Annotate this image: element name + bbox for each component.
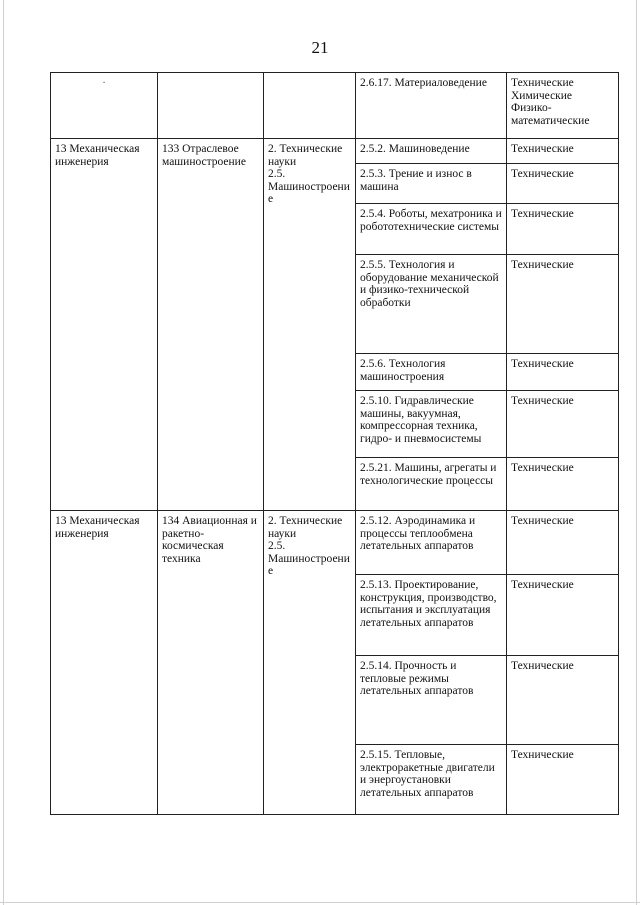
subfield-cell: 134 Авиационная и ракетно-космическая техника (158, 511, 264, 815)
branches-cell (507, 73, 619, 139)
field-cell: 13 Механическая инженерия (51, 139, 158, 511)
specialty-cell: 2.5.12. Аэродинамика и процессы теплообмена летательных аппаратов (356, 511, 507, 575)
branch-cell: Технические (507, 139, 619, 164)
branch-label: Технические (511, 77, 574, 89)
branch-label: Химические (511, 89, 573, 102)
science-group-line: науки (268, 155, 297, 168)
specialty-cell: 2.6.17. Материаловедение (356, 73, 507, 139)
specialty-cell: 2.5.6. Технология машиностроения (356, 354, 507, 391)
page-edge-bottom (0, 902, 640, 903)
science-group-line: 2.5. (268, 168, 286, 180)
science-group-line: науки (268, 527, 297, 540)
science-group-line: Машиностроение (268, 552, 350, 577)
specialty-cell: 2.5.4. Роботы, мехатроника и робототехнические системы (356, 204, 507, 255)
branch-cell: Технические (507, 391, 619, 458)
branch-cell: Технические (507, 575, 619, 656)
empty-field-cell (51, 73, 158, 139)
page-edge-left (3, 0, 4, 905)
specialty-cell: 2.5.14. Прочность и тепловые режимы летательных аппаратов (356, 656, 507, 745)
table-row (51, 511, 619, 575)
table-row (51, 139, 619, 164)
science-group-line: 2.5. (268, 540, 286, 552)
specialty-cell: 2.5.13. Проектирование, конструкция, производство, испытания и эксплуатация летательных аппаратов (356, 575, 507, 656)
page-number: 21 (311, 38, 329, 57)
branch-cell: Технические (507, 204, 619, 255)
specialty-cell: 2.5.21. Машины, агрегаты и технологические процессы (356, 458, 507, 511)
branch-cell: Технические (507, 164, 619, 204)
branch-cell: Технические (507, 656, 619, 745)
branch-label: Физико-математические (511, 102, 590, 127)
specialty-cell: 2.5.5. Технология и оборудование механической и физико-технической обработки (356, 255, 507, 354)
specialty-cell: 2.5.15. Тепловые, электроракетные двигатели и энергоустановки летательных аппаратов (356, 745, 507, 815)
branch-cell: Технические (507, 354, 619, 391)
science-group-line: Машиностроение (268, 180, 350, 205)
branch-cell: Технические (507, 511, 619, 575)
science-group-cell (264, 139, 356, 511)
science-group-line: 2. Технические (268, 515, 343, 527)
branch-cell: Технические (507, 255, 619, 354)
branch-cell: Технические (507, 745, 619, 815)
empty-subfield-cell (158, 73, 264, 139)
branch-cell: Технические (507, 458, 619, 511)
subfield-cell: 133 Отраслевое машиностроение (158, 139, 264, 511)
specialty-cell: 2.5.10. Гидравлические машины, вакуумная, компрессорная техника, гидро- и пневмосистемы (356, 391, 507, 458)
specialty-cell: 2.5.2. Машиноведение (356, 139, 507, 164)
science-group-line: 2. Технические (268, 143, 343, 155)
table-row (51, 73, 619, 139)
science-group-cell (264, 511, 356, 815)
specialties-table (50, 72, 619, 815)
specialty-cell: 2.5.3. Трение и износ в машина (356, 164, 507, 204)
field-cell: 13 Механическая инженерия (51, 511, 158, 815)
empty-science-cell (264, 73, 356, 139)
page-edge-right (636, 0, 637, 905)
dot-mark: · (102, 77, 106, 89)
